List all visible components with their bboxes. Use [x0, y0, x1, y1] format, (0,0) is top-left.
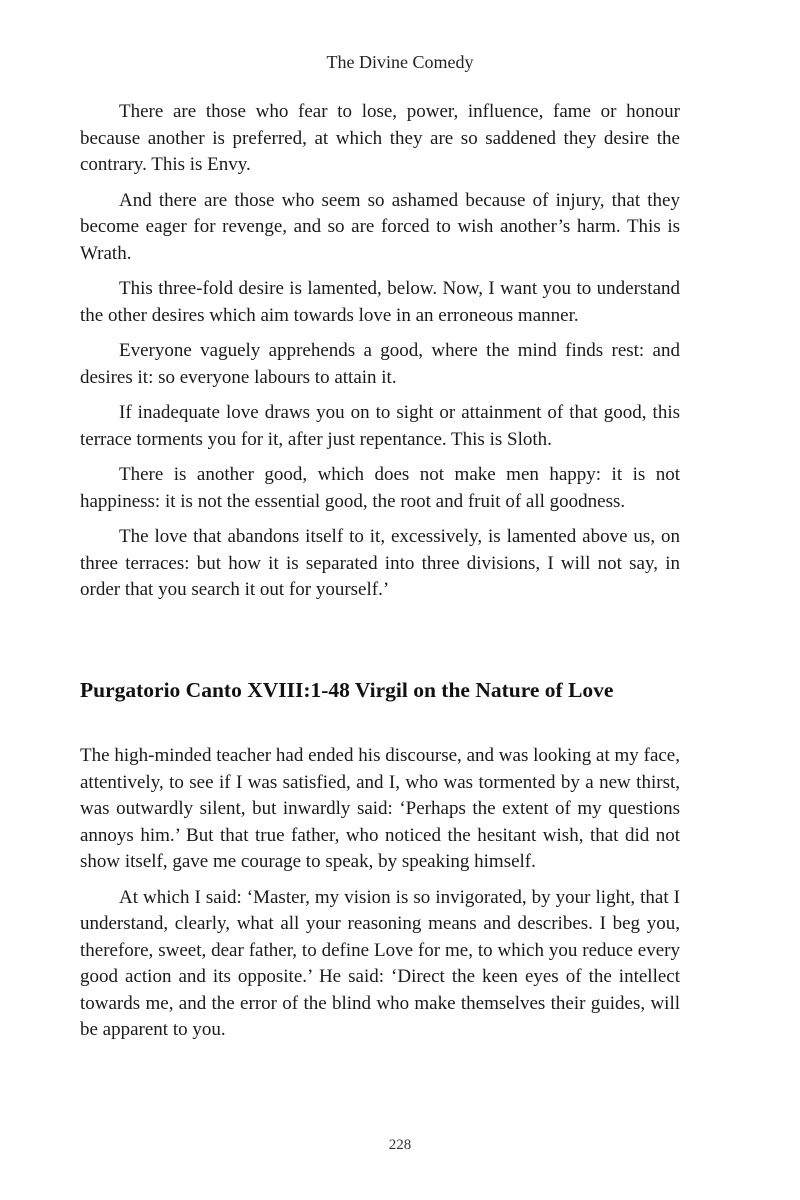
- paragraph-envy: There are those who fear to lose, power, influence, fame or honour because another is preferred, at which they are so saddened they desire the contrary. This is Envy.: [80, 101, 680, 175]
- page-number: 228: [388, 1137, 412, 1153]
- paragraph-sloth: If inadequate love draws you on to sight or attainment of that good, this terrace torments you for it, after just repentance. This is Sloth.: [80, 402, 680, 450]
- upper-text-block: [80, 99, 680, 613]
- paragraph-wrath: And there are those who seem so ashamed because of injury, that they become eager for revenge, and so are forced to wish another’s harm. This is Wrath.: [80, 189, 680, 264]
- paragraph-another-good: There is another good, which does not make men happy: it is not happiness: it is not the essential good, the root and fruit of all goodness.: [80, 464, 680, 512]
- paragraph-teacher-discourse: The high-minded teacher had ended his discourse, and was looking at my face, attentively, to see if I was satisfied, and I, who was tormented by a new thirst, was outwardly silent, but inwardly said: ‘Perhaps the extent of my questions annoys him.’ But that true father, who noticed the hesitant wish, that did not show itself, gave me courage to speak, by speaking himself.: [80, 745, 680, 872]
- paragraph-three-fold-desire: This three-fold desire is lamented, below. Now, I want you to understand the other desires which aim towards love in an erroneous manner.: [80, 278, 680, 326]
- paragraph-apprehends-good: Everyone vaguely apprehends a good, where the mind finds rest: and desires it: so everyone labours to attain it.: [80, 340, 680, 388]
- running-head: The Divine Comedy: [326, 52, 474, 72]
- paragraph-define-love: At which I said: ‘Master, my vision is so invigorated, by your light, that I understand, clearly, what all your reasoning means and describes. I beg you, therefore, sweet, dear father, to define Love for me, to which you reduce every good action and its opposite.’ He said: ‘Direct the keen eyes of the intellect towards me, and the error of the blind who make themselves their guides, will be apparent to you.: [80, 886, 680, 1040]
- paragraph-three-terraces: The love that abandons itself to it, excessively, is lamented above us, on three terraces: but how it is separated into three divisions, I will not say, in order that you search it out for yourself.’: [80, 526, 680, 600]
- section-heading: Purgatorio Canto XVIII:1-48 Virgil on the Nature of Love: [80, 678, 614, 702]
- lower-text-block: [80, 743, 680, 1053]
